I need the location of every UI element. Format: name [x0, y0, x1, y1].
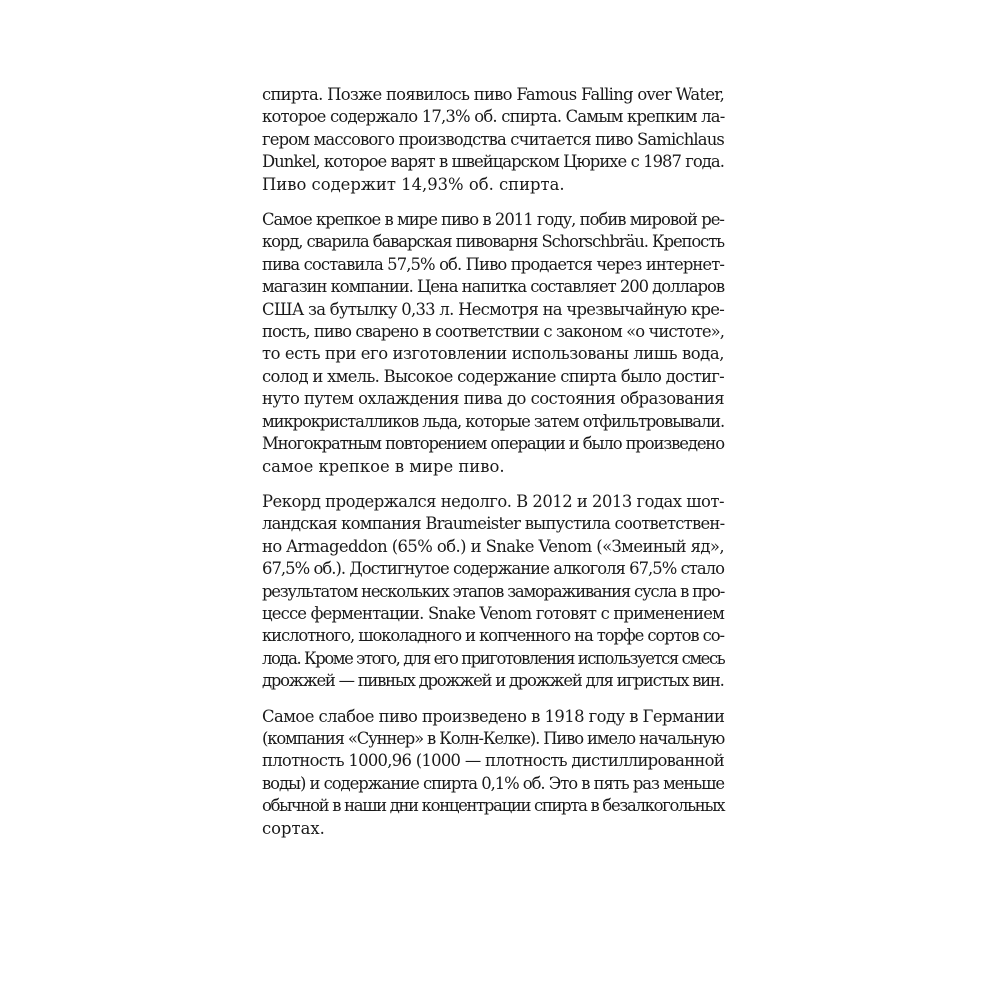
text-line: Самое слабое пиво произведено в 1918 году в Германии: [262, 706, 725, 726]
text-line: обычной в наши дни концентрации спирта в безалкогольных: [262, 796, 725, 816]
text-line: которое содержало 17,3% об. спирта. Самым крепким ла-: [262, 107, 725, 127]
text-line: воды) и содержание спирта 0,1% об. Это в пять раз меньше: [262, 773, 724, 793]
text-line: самое крепкое в мире пиво.: [262, 456, 505, 476]
text-line: результатом нескольких этапов замораживания сусла в про-: [262, 581, 724, 601]
text-line: США за бутылку 0,33 л. Несмотря на чрезвычайную кре-: [262, 299, 725, 319]
text-line: ландская компания Braumeister выпустила соответствен-: [262, 514, 725, 534]
text-line: дрожжей — пивных дрожжей и дрожжей для игристых вин.: [262, 671, 724, 691]
text-line: но Armageddon (65% об.) и Snake Venom («Змеиный яд»,: [262, 536, 724, 556]
paragraph-schorschbrau: [262, 209, 724, 478]
text-line: 67,5% об.). Достигнутое содержание алкоголя 67,5% стало: [262, 559, 724, 579]
text-line: сортах.: [262, 818, 325, 838]
text-line: лода. Кроме этого, для его приготовления используется смесь: [262, 648, 725, 668]
paragraph-strong-lagers: [262, 84, 724, 196]
text-line: Самое крепкое в мире пиво в 2011 году, побив мировой ре-: [262, 210, 724, 230]
text-line: магазин компании. Цена напитка составляет 200 долларов: [262, 277, 725, 297]
text-line: цессе ферментации. Snake Venom готовят с применением: [262, 603, 724, 623]
text-line: Рекорд продержался недолго. В 2012 и 2013 годах шот-: [262, 491, 724, 511]
text-line: спирта. Позже появилось пиво Famous Falling over Water,: [262, 85, 725, 104]
text-line: микрокристалликов льда, которые затем отфильтровывали.: [262, 411, 725, 431]
text-line: солод и хмель. Высокое содержание спирта было достиг-: [262, 366, 724, 386]
text-line: Dunkel, которое варят в швейцарском Цюрихе с 1987 года.: [262, 152, 724, 172]
text-page: [262, 84, 724, 853]
text-line: (компания «Суннер» в Колн-Келке). Пиво имело начальную: [262, 728, 725, 748]
text-line: гером массового производства считается пиво Samichlaus: [262, 129, 724, 149]
text-line: то есть при его изготовлении использованы лишь вода,: [262, 344, 724, 364]
text-line: нуто путем охлаждения пива до состояния образования: [262, 389, 724, 409]
text-line: Пиво содержит 14,93% об. спирта.: [262, 174, 565, 194]
text-line: плотность 1000,96 (1000 — плотность дистиллированной: [262, 751, 724, 771]
paragraph-braumeister: [262, 491, 724, 693]
text-line: кислотного, шоколадного и копченного на торфе сортов со-: [262, 626, 724, 646]
text-line: корд, сварила баварская пивоварня Schorschbräu. Крепость: [262, 232, 724, 252]
text-line: Многократным повторением операции и было произведено: [262, 434, 724, 454]
text-line: пость, пиво сварено в соответствии с законом «о чистоте»,: [262, 322, 724, 342]
text-line: пива составила 57,5% об. Пиво продается через интернет-: [262, 254, 724, 274]
paragraph-weakest-beer: [262, 706, 724, 840]
